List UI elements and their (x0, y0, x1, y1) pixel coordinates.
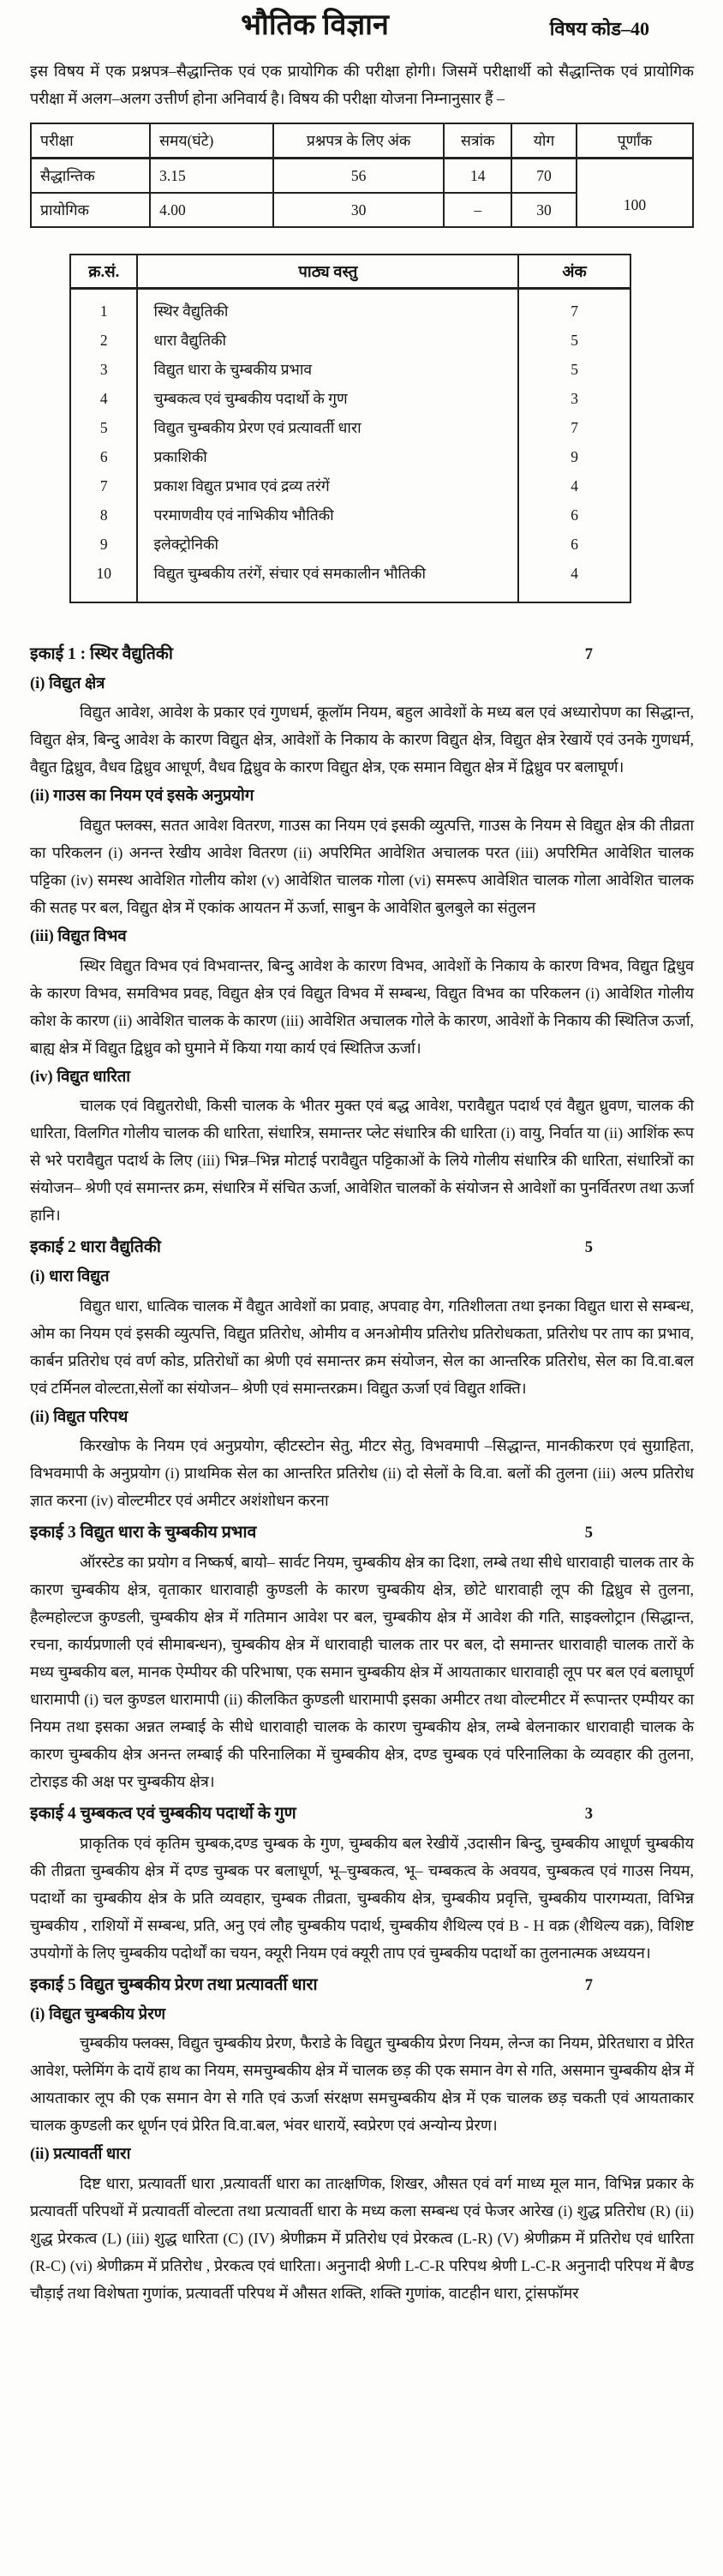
topic-marks: 6 (571, 506, 578, 524)
part-label: (iv) विद्युत धारिता (30, 1068, 131, 1086)
part-paragraph: दिष्ट धारा, प्रत्यावर्ती धारा ,प्रत्यावर्ती धारा का तात्क्षणिक, शिखर, औसत एवं वर्ग माध्य मूल मान, विभिन्न प्रकार के प्रत्यावर्ती परिपथों में प्रत्यावर्ती वोल्टता तथा प्रत्यावर्ती धारा के मध्य कला सम्बन्ध एवं फेजर आरेख (i) शुद्ध प्रतिरोध (R) (ii) शुद्ध प्रेरकत्व (L) (iii) शुद्ध धारिता (C) (IV) श्रेणीक्रम में प्रतिरोध एवं प्रेरकत्व (L-R) (V) श्रेणीक्रम में प्रतिरोध एवं धारिता (R-C) (vi) श्रेणीक्रम में प्रतिरोध , प्रेरकत्व एवं धारिता। अनुनादी श्रेणी L-C-R परिपथ श्रेणी L-C-R अनुनादी परिपथ में बैण्ड चौड़ाई तथा विशेषता गुणांक, प्रत्यावर्ती परिपथ में औसत शक्ति, शक्ति गुणांक, वाटहीन धारा, ट्रांसफॉमर (30, 2175, 694, 2303)
cell-total: 30 (511, 193, 577, 227)
column-header-exam: परीक्षा (31, 123, 150, 159)
topic-marks: 7 (571, 419, 578, 436)
exam-table-header-row (31, 123, 693, 159)
part-paragraph: ऑरस्टेड का प्रयोग व निष्कर्ष, बायो– सार्वट नियम, चुम्बकीय क्षेत्र का दिशा, लम्बे तथा सीधे धारावाही चालक तार के कारण चुम्बकीय क्षेत्र, वृताकार धारावाही कुण्डली के कारण चुम्बकीय क्षेत्र, छोटे धारावाही लूप की द्विध्रुव से तुलना, हैल्महोल्टज कुण्डली, चुम्बकीय क्षेत्र में गतिमान आवेश पर बल, चुम्बकीय क्षेत्र में आवेश की गति, साइक्लोट्रान (सिद्धान्त, रचना, कार्यप्रणाली एवं सीमाबन्धन), चुम्बकीय क्षेत्र में धारावाही चालक तार पर बल, दो समान्तर धारावाही चालक तारों के मध्य चुम्बकीय बल, मानक ऐम्पीयर की परिभाषा, एक समान चुम्बकीय क्षेत्र में आयताकार धारावाही लूप पर बल एवं बलाघूर्ण धारामापी (i) चल कुण्डल धारामापी (ii) कीलकित कुण्डली धारामापी इसका अमीटर तथा वोल्टमीटर में रूपान्तर एम्पीयर का नियम तथा इसका अन्नत लम्बाई के सीधे धारावाही चालक के कारण चुम्बकीय क्षेत्र, लम्बे बेलनाकार धारावाही चालक के कारण चुम्बकीय क्षेत्र अनन्त लम्बाई की परिनालिका में चुम्बकीय क्षेत्र, दण्ड चुम्बक एवं परिनालिका के व्यवहार की तुलना, टोराइड की अक्ष पर चुम्बकीय क्षेत्र। (30, 1554, 694, 1791)
part-paragraph: किरखोफ के नियम एवं अनुप्रयोग, व्हीटस्टोन सेतु, मीटर सेतु, विभवमापी –सिद्धान्त, मानकीकरण एवं सुग्राहिता, विभवमापी के अनुप्रयोग (i) प्राथमिक सेल का आन्तरित प्रतिरोध (ii) दो सेलों के वि.वा. बलों की तुलना (iii) अल्प प्रतिरोध ज्ञात करना (iv) वोल्टमीटर एवं अमीटर अशंशोधन करना (30, 1437, 694, 1510)
unit-1-part-iii (30, 925, 694, 1062)
topic-marks: 3 (571, 390, 578, 407)
topic-marks: 6 (571, 536, 578, 553)
document-header (30, 5, 694, 50)
topic-name: प्रकाशिकी (153, 448, 207, 465)
unit-5 (30, 1972, 694, 2307)
column-header-serial: क्र.सं. (70, 255, 137, 289)
topic-name: विद्युत धारा के चुम्बकीय प्रभाव (153, 361, 313, 378)
unit-5-heading (30, 1972, 694, 1999)
column-header-grand-total: पूर्णांक (577, 123, 693, 159)
serial-column (70, 289, 137, 603)
part-paragraph: चालक एवं विद्युतरोधी, किसी चालक के भीतर मुक्त एवं बद्ध आवेश, परावैद्युत पदार्थ एवं वैद्युत ध्रुवण, चालक की धारिता, विलगित गोलीय चालक की धारिता, संधारित्र, समान्तर प्लेट संधारित्र की धारिता (i) वायु, निर्वात या (ii) आशिंक रूप से भरे परावैद्युत पदार्थ के लिए (iii) भिन्न–भिन्न मोटाई परावैद्युत पट्टिकाओं के लिये गोलीय संधारित्र की धारिता, संधारित्रों का संयोजन– श्रेणी एवं समान्तर क्रम, संधारित्र में संचित ऊर्जा, आवेशित चालकों के संयोजन से आवेशों का पुनर्वितरण तथा ऊर्जा हानि। (30, 1097, 694, 1225)
topic-marks: 4 (571, 565, 578, 582)
topic-name: विद्युत चुम्बकीय तरंगें, संचार एवं समकालीन भौतिकी (153, 565, 426, 582)
content-table-body (70, 289, 630, 603)
topic-marks: 4 (571, 477, 578, 494)
unit-5-part-i (30, 2003, 694, 2140)
cell-total: 70 (511, 159, 577, 194)
unit-marks: 7 (584, 646, 593, 663)
topic-name: इलेक्ट्रोनिकी (153, 536, 219, 553)
column-header-topic: पाठ्य वस्तु (137, 255, 518, 289)
serial-no: 6 (99, 448, 108, 465)
page-title: भौतिक विज्ञान (241, 9, 389, 41)
topic-marks: 5 (571, 332, 578, 349)
unit-4 (30, 1800, 694, 1967)
part-label: (i) धारा विद्युत (30, 1268, 110, 1286)
marks-column (518, 289, 630, 603)
unit-marks: 7 (584, 1977, 593, 1995)
part-paragraph: चुम्बकीय फ्लक्स, विद्युत चुम्बकीय प्रेरण, फैराडे के विद्युत चुम्बकीय प्रेरण नियम, लेन्ज का नियम, प्रेरितधारा व प्रेरित आवेश, फ्लेमिंग के दायें हाथ का नियम, समचुम्बकीय क्षेत्र में चालक छड़ की एक समान वेग से गति, असमान चुम्बकीय क्षेत्र में आयताकार लूप की एक समान वेग से गति एवं ऊर्जा संरक्षण समचुम्बकीय क्षेत्र में एक चालक छड़ चकती एवं आयताकार चालक कुण्डली कर धूर्णन एवं प्रेरित वि.वा.बल, भंवर धारायें, स्वप्रेरण एवं अन्योन्य प्रेरण। (30, 2034, 694, 2135)
unit-2-heading (30, 1234, 694, 1261)
subject-code: विषय कोड–40 (549, 18, 649, 39)
topic-name: चुम्बकत्व एवं चुम्बकीय पदार्थो के गुण (153, 390, 348, 407)
column-header-paper-marks: प्रश्नपत्र के लिए अंक (273, 123, 444, 159)
topic-column (137, 289, 518, 603)
part-label: (i) विद्युत चुम्बकीय प्रेरण (30, 2005, 166, 2023)
column-header-sessional: सत्रांक (444, 123, 511, 159)
unit-2 (30, 1234, 694, 1514)
part-paragraph: स्थिर विद्युत विभव एवं विभवान्तर, बिन्दु आवेश के कारण विभव, आवेशों के निकाय के कारण विभव, विद्युत द्विधुव के कारण विभव, समविभव प्रवह, विद्युत क्षेत्र एवं विद्युत विभव में सम्बन्ध, विद्युत विभव का परिकलन (i) आवेशित गोलीय कोश के कारण (ii) आवेशित चालक के कारण (iii) आवेशित अचालक गोले के कारण, आवेशों के निकाय की स्थितिज ऊर्जा, बाह्य क्षेत्र में विद्युत द्विध्रुव को घुमाने में किया गया कार्य एवं स्थितिज ऊर्जा। (30, 956, 694, 1057)
topic-marks: 7 (571, 303, 578, 320)
unit-title: इकाई 4 चुम्बकत्व एवं चुम्बकीय पदार्थो के गुण (30, 1805, 296, 1824)
serial-no: 5 (99, 419, 108, 436)
unit-3 (30, 1519, 694, 1795)
unit-title: इकाई 3 विद्युत धारा के चुम्बकीय प्रभाव (30, 1524, 257, 1543)
unit-3-body (30, 1549, 694, 1795)
part-paragraph: प्राकृतिक एवं कृतिम चुम्बक,दण्ड चुम्बक के गुण, चुम्बकीय बल रेखीयें ,उदासीन बिन्दु, चुम्बकीय आधूर्ण चुम्बकीय की तीव्रता चुम्बकीय क्षेत्र में दण्ड चुम्बक पर बलाधूर्ण, भू–चुम्बकत्व, भू– चम्बकत्व के अवयव, चुम्बकत्व एवं गाउस नियम, पदार्थो का चुम्बकीय क्षेत्र के प्रति व्यवहार, चुम्बक तीव्रता, चुम्बकीय क्षेत्र, चुम्बकीय प्रवृत्ति, चुम्बकीय पारगम्यता, विभिन्न चुम्बकीय , राशियों में सम्बन्ध, प्रति, अनु एवं लौह चुम्बकीय पदार्थ, चुम्बकीय शैथिल्य एवं B - H वक्र (शैथिल्य वक्र), विशिष्ट उपयोगों के लिए चुम्बकीय पदोर्थों का चयन, क्यूरी नियम एवं क्यूरी ताप एवं चुम्बकीय पदार्थो का तुलनात्मक अध्ययन। (30, 1834, 694, 1962)
topic-name: विद्युत चुम्बकीय प्रेरण एवं प्रत्यावर्ती धारा (153, 419, 362, 436)
part-paragraph: विद्युत आवेश, आवेश के प्रकार एवं गुणधर्म, कूलॉम नियम, बहुल आवेशों के मध्य बल एवं अध्यारोपण का सिद्धान्त, विद्युत क्षेत्र, बिन्दु आवेश के कारण विद्युत क्षेत्र, आवेशों के निकाय के कारण विद्युत क्षेत्र, विद्युत क्षेत्र रेखायें एवं उनके गुणधर्म, वैद्युत द्विध्रुव, वैधव द्विध्रुव आधूर्ण, वैधव द्विध्रुव के कारण विद्युत क्षेत्र, एक समान विद्युत क्षेत्र में द्विध्रुव पर बलाघूर्ण। (30, 704, 694, 776)
unit-1-part-iv (30, 1065, 694, 1230)
intro-paragraph: इस विषय में एक प्रश्नपत्र–सैद्धान्तिक एवं एक प्रायोगिक की परीक्षा होगी। जिसमें परीक्षार्थी को सैद्धान्तिक एवं प्रायोगिक परीक्षा में अलग–अलग उत्तीर्ण होना अनिवार्य है। विषय की परीक्षा योजना निम्नानुसार हैं – (30, 63, 694, 107)
serial-no: 4 (99, 390, 108, 407)
cell-sessional: 14 (444, 159, 511, 194)
part-label: (iii) विद्युत विभव (30, 928, 127, 945)
unit-title: इकाई 1 : स्थिर वैद्युतिकी (30, 645, 173, 663)
exam-plan-table (30, 123, 694, 228)
table-row-theory (31, 159, 693, 194)
part-paragraph: विद्युत धारा, धात्विक चालक में वैद्युत आवेशों का प्रवाह, अपवाह वेग, गतिशीलता तथा इनका विद्युत धारा से सम्बन्ध, ओम का नियम एवं इसकी व्युत्पत्ति, विद्युत प्रतिरोध, ओमीय व अनओमीय प्रतिरोध प्रतिरोधकता, प्रतिरोध पर ताप का प्रभाव, कार्बन प्रतिरोध एवं वर्ण कोड, प्रतिरोधों का श्रेणी एवं समान्तर क्रम संयोजन, सेल का आन्तरिक प्रतिरोध, सेल का वि.वा.बल एवं टर्मिनल वोल्टता,सेलों का संयोजन– श्रेणी एवं समान्तरक्रम। विद्युत ऊर्जा एवं विद्युत शक्ति। (30, 1297, 694, 1397)
column-header-time: समय(घंटे) (150, 123, 273, 159)
unit-marks: 5 (584, 1239, 593, 1257)
cell-exam-name: सैद्धान्तिक (31, 159, 150, 194)
part-label: (ii) विद्युत परिपथ (30, 1408, 128, 1426)
serial-no: 9 (99, 536, 108, 553)
unit-marks: 5 (584, 1525, 593, 1543)
cell-sessional: – (444, 193, 511, 227)
unit-title: इकाई 2 धारा वैद्युतिकी (30, 1238, 161, 1257)
unit-1 (30, 641, 694, 1229)
part-label: (ii) प्रत्यावर्ती धारा (30, 2146, 131, 2164)
serial-no: 8 (99, 506, 108, 524)
unit-2-part-i (30, 1265, 694, 1402)
serial-no: 1 (99, 303, 108, 320)
cell-paper-marks: 30 (273, 193, 444, 227)
cell-time: 4.00 (150, 193, 273, 227)
topic-name: प्रकाश विद्युत प्रभाव एवं द्रव्य तरंगें (153, 477, 330, 494)
topic-marks: 5 (571, 361, 578, 378)
unit-title: इकाई 5 विद्युत चुम्बकीय प्रेरण तथा प्रत्यावर्ती धारा (30, 1976, 318, 1995)
serial-no: 7 (99, 477, 108, 494)
unit-1-part-i (30, 672, 694, 782)
serial-no: 10 (96, 565, 111, 582)
cell-time: 3.15 (150, 159, 273, 194)
unit-5-part-ii (30, 2142, 694, 2307)
course-content-table (69, 254, 631, 603)
unit-1-part-ii (30, 784, 694, 921)
topic-marks: 9 (571, 448, 578, 465)
unit-3-heading (30, 1519, 694, 1547)
topic-name: स्थिर वैद्युतिकी (153, 303, 229, 320)
cell-paper-marks: 56 (273, 159, 444, 194)
unit-4-heading (30, 1800, 694, 1828)
unit-1-heading (30, 641, 694, 668)
unit-4-body (30, 1830, 694, 1967)
part-label: (ii) गाउस का नियम एवं इसके अनुप्रयोग (30, 788, 254, 806)
column-header-total: योग (511, 123, 577, 159)
content-table-header-row (70, 255, 630, 289)
column-header-marks: अंक (518, 255, 630, 289)
cell-grand-total: 100 (577, 159, 693, 228)
unit-marks: 3 (584, 1806, 593, 1824)
cell-exam-name: प्रायोगिक (31, 193, 150, 227)
part-label: (i) विद्युत क्षेत्र (30, 674, 105, 692)
unit-2-part-ii (30, 1405, 694, 1515)
serial-no: 3 (99, 361, 108, 378)
topic-name: धारा वैद्युतिकी (153, 332, 227, 349)
part-paragraph: विद्युत फ्लक्स, सतत आवेश वितरण, गाउस का नियम एवं इसकी व्युत्पत्ति, गाउस के नियम से विद्युत क्षेत्र की तीव्रता का परिकलन (i) अनन्त रेखीय आवेश वितरण (ii) अपरिमित आवेशित अचालक परत (iii) अपरिमित आवेशित चालक पट्टिका (iv) समस्थ आवेशित गोलीय कोश (v) आवेशित चालक गोला (vi) समरूप आवेशित चालक गोला आवेशित चालक की सतह पर बल, विद्युत क्षेत्र में एकांक आयतन में ऊर्जा, साबुन के आवेशित बुलबुले का संतुलन (30, 816, 694, 916)
serial-no: 2 (99, 332, 108, 349)
topic-name: परमाणवीय एवं नाभिकीय भौतिकी (153, 506, 334, 524)
